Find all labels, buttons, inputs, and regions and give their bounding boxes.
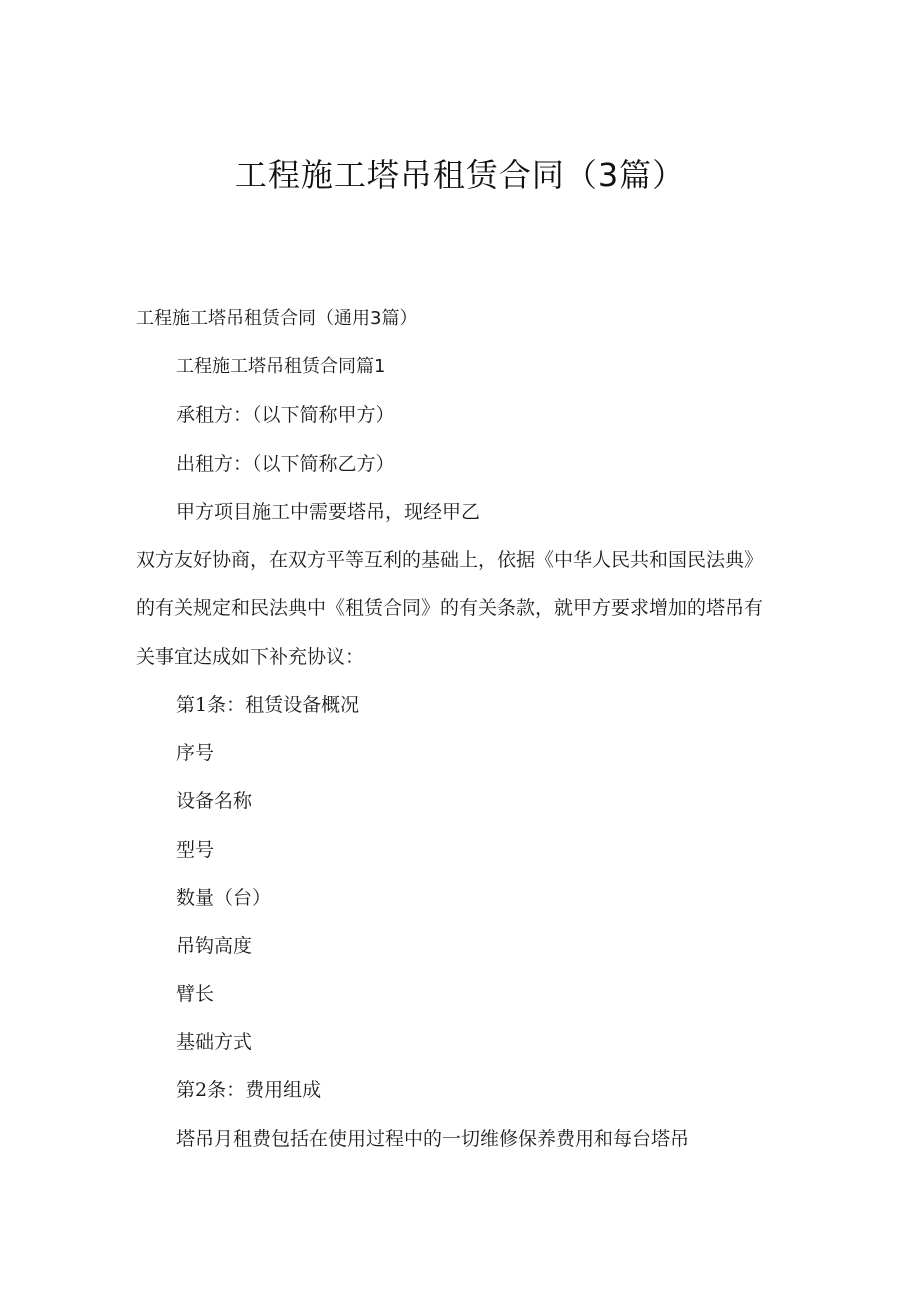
document-title: 工程施工塔吊租赁合同（3篇） <box>234 156 686 194</box>
paragraph-preamble-start: 甲方项目施工中需要塔吊，现经甲乙 <box>176 501 481 523</box>
document-subtitle: 工程施工塔吊租赁合同（通用3篇） <box>136 308 418 329</box>
paragraph-lessor: 出租方：（以下简称乙方） <box>176 453 395 475</box>
equipment-field-hook-height: 吊钩高度 <box>176 935 253 957</box>
paragraph-lessee: 承租方：（以下简称甲方） <box>176 404 395 426</box>
paragraph-preamble-line-2: 双方友好协商，在双方平等互利的基础上，依据《中华人民共和国民法典》 <box>136 549 764 571</box>
article-2-heading: 第2条：费用组成 <box>176 1079 322 1101</box>
paragraph-contract-heading: 工程施工塔吊租赁合同篇1 <box>176 356 386 377</box>
equipment-field-foundation: 基础方式 <box>176 1031 253 1053</box>
equipment-field-serial: 序号 <box>176 742 215 764</box>
paragraph-preamble-line-3: 的有关规定和民法典中《租赁合同》的有关条款，就甲方要求增加的塔吊有 <box>136 597 764 619</box>
equipment-field-model: 型号 <box>176 839 215 861</box>
paragraph-preamble-line-4: 关事宜达成如下补充协议： <box>136 646 365 668</box>
equipment-field-name: 设备名称 <box>176 790 253 812</box>
equipment-field-quantity: 数量（台） <box>176 887 272 909</box>
paragraph-fee-description: 塔吊月租费包括在使用过程中的一切维修保养费用和每台塔吊 <box>176 1128 690 1150</box>
equipment-field-boom-length: 臂长 <box>176 983 215 1005</box>
article-1-heading: 第1条：租赁设备概况 <box>176 694 360 716</box>
